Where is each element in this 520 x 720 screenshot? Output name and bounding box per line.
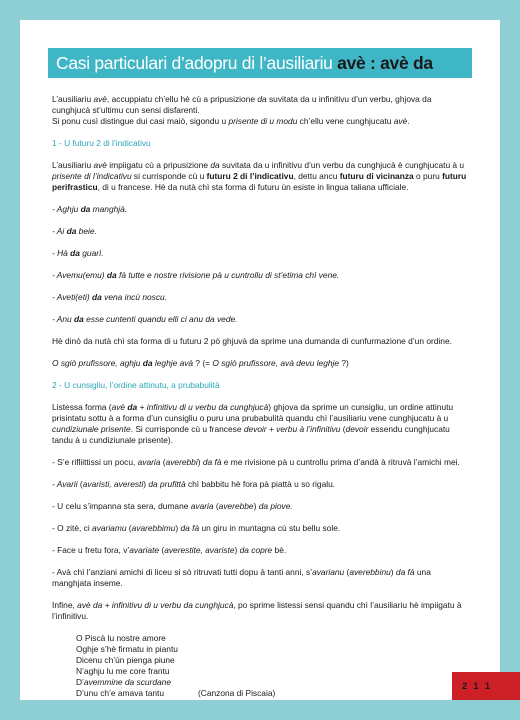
para-text: ) ghjova da sprime un cunsigliu, un ordine attinutu prisintatu sottu à a forma d’un cunsigliu o puru una prubabulità quandu chì l’ausiliariu vene cunghjucatu à u xyxy=(52,402,454,423)
list-item xyxy=(52,204,468,215)
list-item xyxy=(52,314,468,325)
para-text: si currisponde cù u xyxy=(131,171,207,181)
example-bold: da xyxy=(66,226,77,236)
page-title xyxy=(48,48,472,78)
para-italic: cundiziunale prisente xyxy=(52,424,131,434)
para-text: . Si currisponde cù u francese xyxy=(130,424,244,434)
example-text: - Avemu(emu) xyxy=(52,270,107,280)
poem-line xyxy=(76,677,468,688)
example-bold: da xyxy=(70,248,80,258)
example-italic: - Avarii xyxy=(52,479,78,489)
para-text: o puru xyxy=(413,171,443,181)
example-text: - Avà chì l’anziani amichi di liceu si sò ritruvati tutti dopu à tanti anni, s’ xyxy=(52,567,313,577)
example-text: - O zitè, ci xyxy=(52,523,93,533)
intro-text: Si ponu cusì distingue dui casi maiò, sigondu u xyxy=(52,116,229,126)
list-item xyxy=(52,479,468,490)
example-text: ( xyxy=(77,479,83,489)
intro-italic: avè xyxy=(393,116,408,126)
title-keyword: avè : avè da xyxy=(337,53,433,73)
para-italic: da xyxy=(210,160,220,170)
example-text: ( xyxy=(344,567,350,577)
section-heading: 1 - U futuru 2 di l’indicativu xyxy=(52,138,151,148)
example-text: - Face u fretu fora, v’ xyxy=(52,545,130,555)
section1-note: Hè dinò da nutà chì sta forma di u futuru 2 pò ghjuvà da sprime una dumanda di cunfurmazione d’un ordine. xyxy=(52,336,452,346)
para-text: essendu cunghjucatu tandu à u cundiziunale prisente). xyxy=(52,424,450,445)
example-text: guarì. xyxy=(79,248,104,258)
question-text: ?) xyxy=(339,358,349,368)
poem-text: D’ xyxy=(76,677,84,687)
intro-italic: avè xyxy=(93,94,107,104)
para-text: , di u francese. Hè da nutà chì sta forma di futuru ùn esiste in lingua taliana ufficiale. xyxy=(97,182,409,192)
list-item xyxy=(52,545,468,556)
intro-text: ch’ellu vene cunghjucatu xyxy=(297,116,394,126)
para-text: Infine, xyxy=(52,600,78,610)
example-text: - Aveti(eti) xyxy=(52,292,93,302)
example-italic: da prufittà xyxy=(148,479,186,489)
list-item xyxy=(52,457,468,468)
example-bold: da xyxy=(80,204,91,214)
intro-text: L’ausiliariu xyxy=(52,94,94,104)
example-text: ( xyxy=(126,523,132,533)
para-text: Listessa forma ( xyxy=(52,402,112,412)
poem-line xyxy=(76,666,468,677)
para-bold: futuru 2 di l’indicativu xyxy=(206,171,294,181)
example-text: esse cuntenti quandu elli ci anu da vede. xyxy=(83,314,238,324)
example-list xyxy=(52,457,468,589)
example-italic: avaria xyxy=(190,501,214,511)
example-italic: avariamu xyxy=(92,523,127,533)
poem-line xyxy=(76,655,468,666)
para-text: L’ausiliariu xyxy=(52,160,94,170)
example-italic: avaristi, averesti xyxy=(82,479,144,489)
para-text: , po sprime listessi sensi quandu chì l’ausiliariu hè impiigatu à l’infinitivu. xyxy=(52,600,462,621)
example-text: ( xyxy=(160,457,166,467)
example-text: ( xyxy=(213,501,219,511)
example-text: ) xyxy=(390,567,396,577)
example-text: ) xyxy=(253,501,259,511)
intro-text: suvitata da u infinitivu d’un verbu, ghjova da cunghjucà st’ultimu cun sensi disfarenti. xyxy=(52,94,432,115)
example-text: - Anu xyxy=(52,314,75,324)
example-text: e me rivisione pà u cuntrollu prima d’andà à ritruvà l’amichi mei. xyxy=(221,457,460,467)
list-item xyxy=(52,270,468,281)
example-italic: da piove. xyxy=(258,501,293,511)
example-italic: averebbi xyxy=(165,457,198,467)
example-text: ) xyxy=(175,523,181,533)
question-italic: O sgiò prufissore, avà devu leghje xyxy=(212,358,340,368)
example-text: beie. xyxy=(76,226,97,236)
example-text: ( xyxy=(159,545,165,555)
para-italic: prisente di l’indicativu xyxy=(52,171,132,181)
para-italic: avè da + infinitivu di u verbu da cunghjucà xyxy=(77,600,234,610)
section1-example-question xyxy=(52,358,468,369)
example-italic: averebbe xyxy=(218,501,254,511)
example-bold: da xyxy=(74,314,84,324)
list-item xyxy=(52,567,468,589)
para-text: impiigatu cù a pripusizione xyxy=(106,160,211,170)
example-italic: averebbinu xyxy=(349,567,391,577)
list-item xyxy=(52,523,468,534)
poem-block xyxy=(76,633,468,699)
question-italic: O sgiò prufissore, aghju xyxy=(52,358,143,368)
example-italic: avariate xyxy=(129,545,160,555)
example-text: chì babbitu hè fora pà piattà u so rigalu. xyxy=(185,479,336,489)
list-item xyxy=(52,501,468,512)
intro-italic: prisente di u modu xyxy=(228,116,298,126)
example-italic: da fà xyxy=(395,567,415,577)
poem-line xyxy=(76,644,468,655)
example-text: - Hà xyxy=(52,248,71,258)
para-text: suvitata da u infinitivu d’un verbu da cunghjucà è cunghjucatu à u xyxy=(219,160,465,170)
example-italic: avarianu xyxy=(312,567,345,577)
poem-source: (Canzona di Piscaia) xyxy=(198,688,276,698)
example-italic: da fà xyxy=(202,457,222,467)
example-text: - S’e rifliittissi un pocu, xyxy=(52,457,138,467)
poem-text: D’unu ch’e amava tantu xyxy=(76,688,164,698)
example-italic: avarebbimu xyxy=(131,523,176,533)
para-text: , dettu ancu xyxy=(293,171,340,181)
question-bold: da xyxy=(142,358,153,368)
document-body xyxy=(52,94,468,699)
para-bold: da xyxy=(127,402,138,412)
intro-text: . xyxy=(407,116,410,126)
example-text: fà tutte e nostre rivisione pà u cuntrollu di st’etima chì vene. xyxy=(116,270,340,280)
para-bold: futuru di vicinanza xyxy=(339,171,414,181)
section1-paragraph xyxy=(52,160,468,193)
para-bold: futuru perifrasticu xyxy=(52,171,467,192)
intro-text: , accuppiatu ch’ellu hè cù a pripusizione xyxy=(106,94,258,104)
example-text: - Aghju xyxy=(52,204,81,214)
para-italic: avè xyxy=(111,402,128,412)
list-item xyxy=(52,226,468,237)
example-text: manghjà. xyxy=(90,204,128,214)
example-text: una manghjata inseme. xyxy=(52,567,431,588)
example-text: - U celu s’impanna sta sera, dumane xyxy=(52,501,191,511)
example-text: vena incù noscu. xyxy=(101,292,167,302)
title-text: Casi particulari d’adopru di l’ausiliariu xyxy=(56,53,338,73)
example-text: ) xyxy=(143,479,149,489)
list-item xyxy=(52,292,468,303)
para-italic: devoir xyxy=(345,424,369,434)
question-text: ? (= xyxy=(193,358,213,368)
poem-italic: avemmine da scurdane xyxy=(83,677,171,687)
poem-text: N’aghju lu me core frantu xyxy=(76,666,170,676)
example-text: ) xyxy=(197,457,203,467)
example-list xyxy=(52,204,468,325)
question-italic: leghje avà xyxy=(152,358,194,368)
intro-paragraph xyxy=(52,94,468,127)
poem-text: O Piscà lu nostre amore xyxy=(76,633,166,643)
para-text: ( xyxy=(340,424,346,434)
section-heading: 2 - U cunsigliu, l’ordine attinutu, a prubabulità xyxy=(52,380,220,390)
section2-paragraph xyxy=(52,402,468,446)
example-bold: da xyxy=(92,292,102,302)
poem-line xyxy=(76,688,468,699)
example-italic: da copre xyxy=(239,545,273,555)
document-page xyxy=(48,40,472,698)
example-text: bè. xyxy=(272,545,287,555)
list-item xyxy=(52,248,468,259)
para-italic: avè xyxy=(93,160,107,170)
example-text: - Ai xyxy=(52,226,67,236)
poem-line xyxy=(76,633,468,644)
example-text: ) xyxy=(234,545,240,555)
page-number-badge: 2 1 1 xyxy=(452,672,520,700)
poem-text: Oghje s’hè firmatu in piantu xyxy=(76,644,178,654)
poem-text: Dicenu ch’ùn pienga piune xyxy=(76,655,175,665)
example-italic: averestite, avariste xyxy=(164,545,235,555)
para-italic: + infinitivu di u verbu da cunghjucà xyxy=(137,402,269,412)
example-italic: da fà xyxy=(180,523,200,533)
section2-conclusion xyxy=(52,600,468,622)
para-italic: devoir + verbu à l’infinitivu xyxy=(243,424,341,434)
example-italic: avaria xyxy=(137,457,161,467)
intro-italic: da xyxy=(257,94,267,104)
example-text: un giru in muntagna cù stu bellu sole. xyxy=(199,523,341,533)
example-bold: da xyxy=(106,270,117,280)
